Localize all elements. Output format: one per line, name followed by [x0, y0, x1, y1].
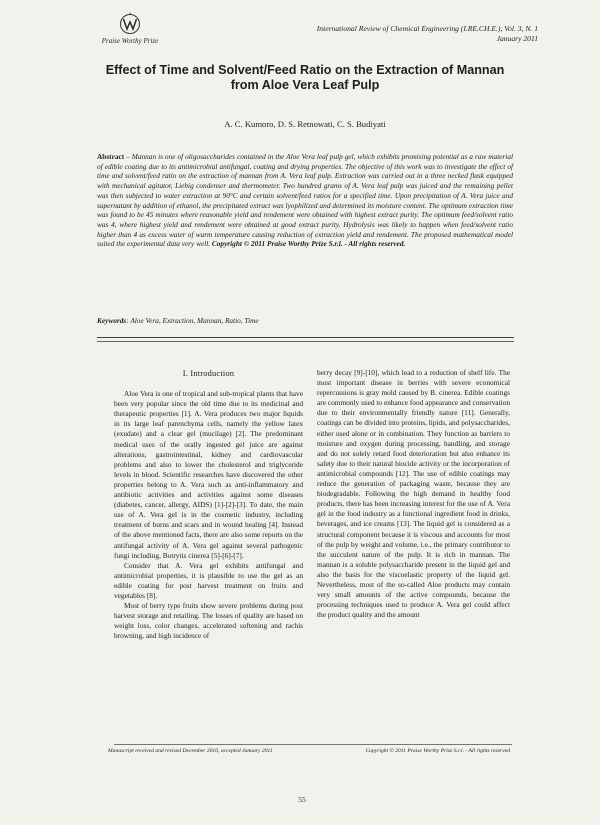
footnote-divider	[114, 744, 512, 745]
publisher-name: Praise Worthy Prize	[101, 37, 159, 45]
publisher-emblem-icon	[119, 12, 141, 36]
abstract-copyright: Copyright © 2011 Praise Worthy Prize S.r.l. - All rights reserved.	[210, 239, 406, 249]
paper-authors: A. C. Kumoro, D. S. Retnowati, C. S. Budiyati	[224, 119, 386, 129]
abstract-text: – Mannan is one of oligosaccharides contained in the Aloe Vera leaf pulp gel, which exhibits promising potential as a raw material of edible coating due to its antimicrobial antifungal, coating and drying properties. The objective of this work was to investigate the effect of time and solvent/feed ratio on the extraction of mannan from A. Vera leaf pulp. Extraction was carried out in a three necked flask equipped with mechanical agitator, Liebig condenser and thermometer. Two hundred grams of A. Vera leaf pulp was juiced and the remaining pellet was then subjected to water extraction at 90°C and certain solvent/feed ratios for a specified time. Upon precipitation of A. Vera juice and supernatant by addition of ethanol, the precipitated extract was lyophilized and determined its moisture content. The optimum extraction time was found to be 45 minutes where reasonable yield and rendement were obtained with highest extract purity. The optimum feed/solvent ratio was 4, where highest yield and rendement were obtained at good extract purity. Hydrolysis was likely to happen when feed/solvent ratio higher than 4 as excess water of warm temperature causing reduction of extraction yield and rendement. The proposed mathematical model suited the experimental data very well.	[97, 152, 513, 249]
journal-citation: International Review of Chemical Engineering (I.RE.CH.E.), Vol. 3, N. 1	[316, 24, 538, 33]
body-paragraph: berry decay [9]-[10], which lead to a reduction of shelf life. The most important disease in berries with severe economical repercussions is gray mold caused by B. cinerea. Edible coatings are commonly used to enhance food appearance and conservation due to their environmentally friendly nature [11]. Generally, coatings can be divided into proteins, lipids, and polysaccharides, either used alone or in combination. They function as barriers to moisture and oxygen during processing, handling, and storage and do not solely retard food deterioration but also enhance its safety due to their natural biocide activity or the incorporation of antimicrobial compounds [12]. The use of edible coatings may reduce the generation of packaging waste, because they are biodegradable. Following the high demand in healthy food products, there has been increasing interest for the use of A. Vera gel in the food industry as a functional ingredient food in drinks, beverages, and ice creams [13]. The liquid gel is considered as a structural component because it is viscous and accounts for most of the pulp by weight and volume, i.e., the primary contributor to the succulent nature of the pulp. It is rich in mannan. The mannan is a soluble polysaccharide present in the liquid gel and also the basis for the viscoelastic property of the liquid gel. Nevertheless, most of the so-called Aloe products may contain very small amounts of the active compounds, because the processing techniques used to produce A. Vera gel could affect the product quality and the amount	[317, 368, 510, 620]
left-column	[114, 369, 303, 641]
paper-title: Effect of Time and Solvent/Feed Ratio on the Extraction of Mannan from Aloe Vera Leaf Pulp	[105, 63, 505, 92]
issue-date: January 2011	[496, 34, 538, 43]
right-column	[317, 368, 510, 620]
header-divider	[97, 337, 514, 338]
keywords-line	[97, 316, 513, 325]
manuscript-note: Manuscript received and revised December 2010, accepted January 2011	[108, 748, 273, 754]
publisher-logo	[100, 12, 160, 45]
body-paragraph: Aloe Vera is one of tropical and sub-tropical plants that have been very popular since the old time due to its medicinal and therapeutic properties [1]. A. Vera produces two major liquids in its large leaf parenchyma cells, namely the yellow latex (exudate) and a clear gel (mucilage) [2]. The predominant medical uses of the orally ingested gel juice are against alterations, gastrointestinal, kidney and cardiovascular problems and also to lower the cholesterol and triglyceride levels in blood. Scientific researches have discovered the other properties belong to A. Vera such as anti-inflammatory and antibiotic activities and activities against some diseases (diabetes, cancer, allergy, AIDS) [1]-[2]-[3]. To date, the main use of A. Vera gel is in the cosmetic industry, including treatment of burns and scars and in wound healing [4]. Instead of the above mentioned facts, there are also some reports on the antifungal activity of A. Vera gel against several pathogenic fungi including, Botrytis cinerea [5]-[6]-[7].	[114, 389, 303, 560]
abstract-block	[97, 152, 513, 249]
page-number: 55	[298, 795, 306, 804]
section-heading: I. Introduction	[182, 369, 235, 378]
body-paragraph: Most of berry type fruits show severe problems during post harvest storage and retailing. The losses of quality are based on weight loss, color changes, accelerated softening and rachis browning, and high incidence of	[114, 601, 303, 641]
keywords-text: : Aloe Vera, Extraction, Mannan, Ratio, Time	[126, 316, 259, 325]
keywords-label: Keywords	[97, 316, 127, 325]
journal-header	[258, 24, 538, 44]
copyright-note: Copyright © 2011 Praise Worthy Prize S.r.l. - All rights reserved	[365, 748, 510, 754]
body-paragraph: Consider that A. Vera gel exhibits antifungal and antimicrobial properties, it is plausible to use the gel as an edible coating for post harvest treatment on fruits and vegetables [8].	[114, 560, 303, 600]
header-divider-thin	[97, 341, 514, 342]
abstract-label: Abstract	[97, 152, 125, 161]
